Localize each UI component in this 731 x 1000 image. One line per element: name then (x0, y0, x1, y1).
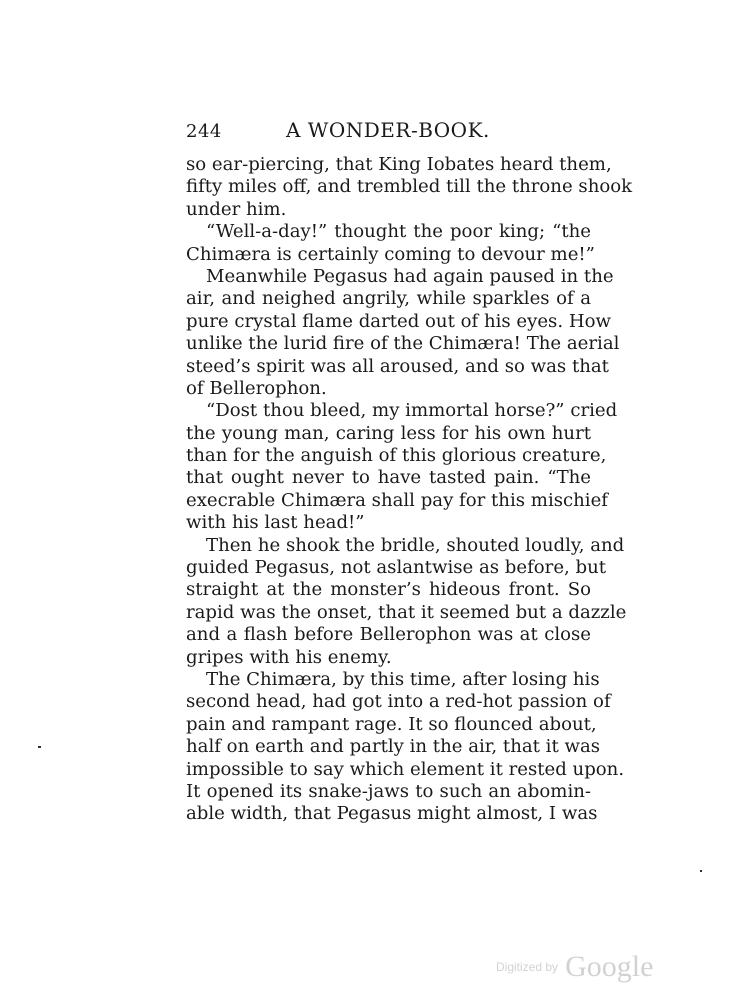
google-logo: Google (565, 950, 654, 983)
text-line: the young man, caring less for his own hurt (186, 422, 591, 444)
text-line: that ought never to have tasted pain. “The (186, 467, 591, 489)
text-line: and a flash before Bellerophon was at close (186, 624, 591, 646)
text-line: unlike the lurid fire of the Chimæra! The aerial (186, 333, 620, 355)
text-line: gripes with his enemy. (186, 646, 392, 668)
scan-speck (700, 870, 702, 872)
text-line: Meanwhile Pegasus had again paused in the (206, 265, 614, 287)
text-line: “Well-a-day!” thought the poor king; “the (206, 221, 591, 243)
text-line: half on earth and partly in the air, that it was (186, 736, 601, 758)
text-line: Then he shook the bridle, shouted loudly, and (206, 534, 625, 556)
page-header (186, 118, 591, 150)
digitization-watermark (496, 950, 653, 984)
page-number: 244 (186, 121, 222, 142)
scan-speck (38, 746, 41, 748)
text-line: The Chimæra, by this time, after losing his (206, 668, 600, 690)
running-title: A WONDER-BOOK. (286, 118, 490, 142)
text-line: impossible to say which element it rested upon. (186, 758, 625, 780)
text-line: rapid was the onset, that it seemed but a dazzle (186, 601, 627, 623)
text-line: execrable Chimæra shall pay for this mischief (186, 489, 608, 511)
text-line: guided Pegasus, not aslantwise as before, but (186, 557, 607, 579)
text-line: under him. (186, 198, 287, 220)
text-line: air, and neighed angrily, while sparkles of a (186, 288, 591, 310)
text-line: of Bellerophon. (186, 377, 327, 399)
text-line: fifty miles off, and trembled till the throne shook (186, 176, 633, 198)
body-text (186, 154, 633, 826)
watermark-prefix: Digitized by (496, 960, 559, 974)
text-line: second head, had got into a red-hot passion of (186, 691, 611, 713)
text-line: steed’s spirit was all aroused, and so was that (186, 355, 609, 377)
text-line: with his last head!” (186, 512, 365, 534)
text-line: pure crystal flame darted out of his eyes. How (186, 310, 612, 332)
text-line: pain and rampant rage. It so flounced about, (186, 713, 597, 735)
text-line: Chimæra is certainly coming to devour me!” (186, 243, 595, 265)
text-line: so ear-piercing, that King Iobates heard them, (186, 154, 612, 175)
text-line: able width, that Pegasus might almost, I was (186, 803, 598, 825)
text-line: “Dost thou bleed, my immortal horse?” cried (206, 400, 618, 422)
text-line: straight at the monster’s hideous front. So (186, 579, 591, 601)
text-line: than for the anguish of this glorious creature, (186, 445, 607, 467)
text-line: It opened its snake-jaws to such an abomin- (186, 780, 591, 802)
